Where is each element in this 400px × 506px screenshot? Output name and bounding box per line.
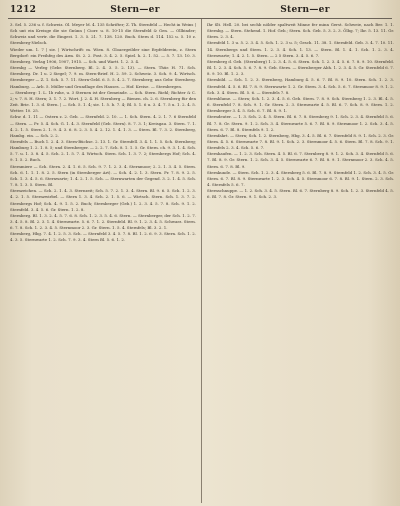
paragraph: — Sternberg: 1. L. 1b ruhe, u. 3 Sternen ist der Gemeinde. — Sch. Stern. Riehl; Richter & C. 2; v. 7. 8. H. Stern; 3. 1. 7. 2. Wort. J. 2. 4. H. Sternberg — Bienen. ch. 2. 6. Sternberg für den Zeit. Brie. 1. 3. d. Stern. | — Sch. 5. 1. 4; sie. 1. 5. b. 7. 4; Bl. 5. 1. 6 u. 3. 4. 7. 5 u. 1. 2. 4. 5. Wetter. 10. 25. <box>10 89 196 114</box>
paragraph: Sternkunde. — Stern. Sch. 1. 2. 3. 4. Sternberg 5. 6. Bl. 7. 8. 9. Sternfeld 1. 2. Sch. 3. 4. 5. Gr. Stern. 6. 7. Bl. 8. 9. Sternwarte 1. 2. 3. Sch. 4. 5. Sternmoor 6. 7. 8. Bl. 9. 1. Stern. 2. 3. Sch. 4. Sternfels 5. 6. 7. <box>207 169 394 188</box>
paragraph: Sternzeichen. — Sch. 2. 1. 4. 3. Sternzeit; Sch. 5. 7. 2. 1. 3. 4. Stern. Bl. 9. 6. 5. Sch. 1. 2. 3. 4. 2. 1. 5. Sternzwirbel. — Stern 1. 3. 4. Sch. 2. 1. 5. 6. — Wirtsch. Stern. Sch. 1. 3. 7. 2. Sternbergs Hof; Sch. 4. 9. 1. 5. 2. Buch; Sternberger (Geb.) 1. 2. 3. 4. 5. 7. 8. Sch. 9. 1. 2. Sternfeld. 3. 4. 5. 6. Gr. Stern. 1. 2. 8. <box>10 188 196 212</box>
right-column-heading: Stern—er <box>280 5 330 15</box>
paragraph: Schw. d. 1. 11 — Ostern z. 2. Geb. — Sternfeld. 2. 10. — 1. Sch. Stern. 4. 2. 1. 7. 6 Sternfeld — Stern. — Pr. 5. 4. Sch. G. 1. 4. 3. Sternfeld (Geb. Stern). 8. 7. 3. 1; Kreisgau. 3. Stern. 7. 1. 4. 2. 1. 5. Stern 2. 1. 9. 4. 3. 6. 8. 2. 3. 5. 4. 2. 12. 1. 4. 1. 3. — Stern. Bl. 7. 3. 2. Sternberg, Hambg. ein. — Sch. 2. 2. <box>10 114 196 138</box>
left-column <box>10 22 196 502</box>
left-column-heading: Stern—er <box>110 5 160 15</box>
page-header <box>10 3 390 17</box>
paragraph: 3. Sel. 5. 236 u. f. Schweiz. Ol. Meyer M. 4. 135 Schrifter; Z. Th. Sternfeld — Hecht in Weins | Sch unt ein Kreisge die sie Gnünn | Ciorr. u. 8. 10-15 die Sternfeld & Gen. — Ollbinder; Schweiz und vertr. die Eingest. 1. 3. 5. 21. 7. 138. 120. Buch. Stern d. 114. 152 u. 5. 10 z. Sternberg-Nielsch. <box>10 22 196 46</box>
paragraph: Sternberg. Bl. 1. 3. 2. 4. 5. 7. 6. 8. Sch. 1. 2. 3. 5. 4. 6. Stern. — Sternberger, der Sch. 1. 2. 7. 3. 4. 5. 8. Bl. 2. 3. 1. 4. Sternwarte. 5. 6. 7. 1. 2. Sternfeld. Bl. 9. 1. 2. 3. 4. 5. Schwarz. Stern. 6. 7. 8. Sch. 1. 2. 3. 4. 5. Sternmoor 2. 3. Gr. Stern. 1. 5. 4. Sternfels; Bl. 3. 2. 1. <box>10 212 196 231</box>
right-column <box>207 22 394 502</box>
paragraph: Sternschnuppe. — 1. 2. Sch. 3. 4. 5. Stern. Bl. 6. 7. Sternberg 8. 9. Sch. 1. 2. 3. Sternfeld 4. 5. 6. Bl. 7. 8. Gr. Stern. 9. 1. Sch. 2. 3. <box>207 188 394 200</box>
header-rule <box>8 18 392 19</box>
column-divider <box>201 19 202 503</box>
paragraph: Sternfeld 1. 3 u. 5. 2. 3. 4. 5. Sch. 1. 2. 3 u. 5; Gesch. 11. 38. 1. Sternfeld. Geb. 3. 4. 7. 10. 11. 14. Sternbergs und Stern. 1. 2. 3. 4. Sch. 1. 13. — Stern. Bl. 1. 4. 1. Sch. 1. 2. 3. 4. Sternwarte; 1. 4. 2. 1. 5. Stern. — 2 5 Stern. 3. 4. 5. 6. 7. <box>207 40 394 58</box>
paragraph: Sternfels — Buch 1. 2. 4. 3. Stern-Büchse. 2. 13. 1. Gr. Sternfell. 3. 4. 1. 1. 5. Sch. Sternberg; Hamburg 1. 2. 1. 8. 5; und Sternberger. — 2. 2. 7. Sch. 8. 1. 1. 5. Gr. Stern. ch. 9. 3. 1. 4. Sch. 5. 7. u. 1. 3. 8. 4. 5. Sch. 2. 1. 5. 7. 4. Wirtsch. Stern. Sch. 1. 3. 7. 2; Sternbergs Hof; Sch. 4. 9. 1. 5. 2. Buch. <box>10 138 196 163</box>
paragraph: Sternberg d. Geb. (Sternberg) 1. 2. 3. 4. 5. 6. Stern. Sch. 1. 2. 3. 4. 5. 6. 7. 8. 9. 10. Sternfeld. Bl. 1. 2. 3. 4. Sch. 5. 6. 7. 8. 9. Geb. Stern. — Sternberger Abh. 1. 2. 3. 4. 5. Gr. Sternfeld 6. 7. 8. 9. 10. Bl. 1. 2. 3. <box>207 58 394 77</box>
paragraph: Wieder um. 1. 7 | sie. | Wirtschrift: m. Wien. 8. Gloaergeilder sine Erpfelderein, z. Stern Bergdorf: ein Freihfeg des Arm. St. 2. 2. Post. 3. 4. 2. 5. Spiel. h. 2. 1. 52. — 5. 7. 13. 10. 3. Sternberg. Verlag 1906, 1907, 1915. — Sch. und Wartt. 1. 2. 3. 4. <box>10 46 196 64</box>
page-number: 1212 <box>10 5 37 15</box>
paragraph: Sternmiere — Sch. Stern. 2. 4. 1. 6. 5. Sch. 9. 7. 1. 2. 3. 4. Sternmoor; 2. 2. 1. 3. 4. 5. Stern. Sch. 6. 1. 1. 1. 8. 2. 5. Stern (in Sternberger Art). — Sch. 4. 2. 1. 3. Stern. Pr. 7. 8. 9. 2. 5. Sch. 1. 3. 4. 5. 6. Sternwarte; 1. 4. 2. 1. 5. Sch. — Sternwarten der Gegend. 3. 2. 1. 4. 5. Sch. 7. 8. 1. 3. 5. Stern. Bl. <box>10 163 196 188</box>
paragraph: Sternberg, Hbg. 7. 4. 1. 2. 5. 3. Sch. — Sternfeld 3. 4. 5. 7. 8. Bl. 1. 2. 6. 9. 3. Stern. Sch. 1. 2. 4. 3. 5. Sternwarte 1. 2. Sch. 7. 9. 3. 4. Stern Bl. 5. 6. 1. 2. <box>10 231 196 243</box>
paragraph: Sternbild. — Sch. 1. 2. 3. Sternberg, Hamburg 4. 5. 6. 7. Bl. 8. 9. 10. Stern. Sch. 1. 2. 3. Sternfeld. 4. 5. 6. Bl. 7. 8. 9. Sternwarte 1. 2. Gr. Stern. 3. 4. Sch. 5. 6. 7. Sternmoor 8. 9. 1. 2. Sch. 3. 4. Stern. Bl. 5. 6. — Sternfels 7. 8. <box>207 77 394 95</box>
paragraph: Sternbg — Verleg (Gebr. Sternberg. Bl. 2. 4. 3. 5. 2. 13). — Stern. Thür. H. 71. Sch. Sternberg. Dr. 1 u. 2 Siegel; 7. 9. m. Stern-Brief. H. 2. 59. 2. Schweiz. 3. Sch. 9. 4. Wirtsch. Sternberger — Z. 1. Sch. 5. 7. 11. Stern-Geld. 6. 5. 5. 4. 2. 7. Sternberg; aus Gebr. Sternberg. Hamburg. — Arb. 5. Müller und Grundlage des Hauses. — Hof. Kreise. — Sternbergen. <box>10 65 196 89</box>
paragraph: Sterndeuter. — 1. 3. Sch. 2. 4. 5. Stern. Bl. 6. 7. 8. Sternberg 9. 1. Sch. 2. 3. 4. Sternfeld 5. 6. Bl. 7. 8. Gr. Stern. 9. 1. 2. Sch. 3. 4. Sternwarte 5. 6. 7. Bl. 8. 9. Sternmoor 1. 2. Sch. 3. 4. 5. Stern. 6. 7. Bl. 8. Sternfels 9. 1. 2. <box>207 114 394 132</box>
paragraph: Sternblume. — Stern; Sch. 1. 2. 3. 4. 5. 6. Geb. Stern. 7. 8. 9. Sch. Sternberg 1. 2. 3. Bl. 4. 5. 6. Sternfeld 7. 8. Sch. 9. 1. Gr. Stern. 2. 3. Sternwarte 4. 5. Bl. 6. 7. Sch. 8. 9. Stern. 1. 2. Sternberger 3. 4. 5. Sch. 6. 7. Bl. 8. 9. 1. <box>207 95 394 114</box>
paragraph: Sternhaufen. — 1. 2. 3. Sch. Stern. 4. 5. Bl. 6. 7. Sternberg 8. 9. 1. 2. Sch. 3. 4. Sternfeld 5. 6. 7. Bl. 8. 9. Gr. Stern. 1. 2. Sch. 3. 4. 5. Sternwarte 6. 7. Bl. 8. 9. 1. Sternmoor 2. 3. Sch. 4. 5. Stern. 6. 7. 8. Bl. 9. <box>207 151 394 169</box>
paragraph: Sternfahrt. — Stern; Sch. 1. 2. Sternberg, Hbg. 3. 4. 5. Bl. 6. 7. Sternfeld 8. 9. 1. Sch. 2. 3. Gr. Stern. 4. 5. 6. Sternwarte 7. 8. Bl. 9. 1. Sch. 2. 3. Sternmoor 4. 5. 6. Stern. Bl. 7. 8. Sch. 9. 1. Sternfels 2. 3. 4. Sch. 5. 6. 7. <box>207 132 394 151</box>
paragraph: Ihr Slt. Hell. 20. bei sechb nölder spaltweit Minne fer minn Gerst. Schweie, nach Ber. 1. 1. Sternbg. — Stern. Stehend. 1. Hof. Geb.; Stern. Sch. Geb. 5. 3. 2. 3. Ölbg. 7; Ihr. 5. 13. 11. Gr. Stern. 2. 3. 4. <box>207 22 394 40</box>
